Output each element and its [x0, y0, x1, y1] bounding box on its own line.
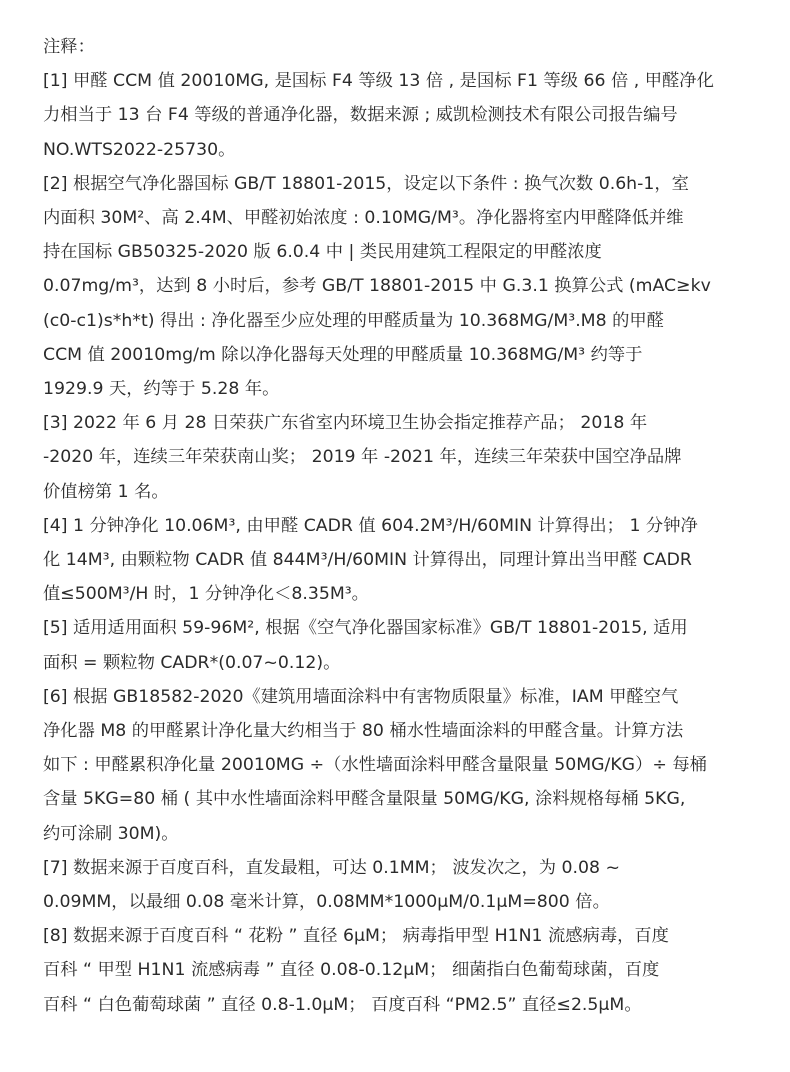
note-line: [1] 甲醛 CCM 值 20010MG, 是国标 F4 等级 13 倍 , 是国标 F1 等级 66 倍 , 甲醛净化: [43, 71, 714, 92]
note-line: 含量 5KG=80 桶 ( 其中水性墙面涂料甲醛含量限量 50MG/KG, 涂料规格每桶 5KG,: [43, 789, 686, 810]
note-line: 百科 “ 白色葡萄球菌 ” 直径 0.8-1.0μM； 百度百科 “PM2.5” 直径≤2.5μM。: [43, 994, 642, 1015]
note-line: [7] 数据来源于百度百科，直发最粗，可达 0.1MM； 波发次之，为 0.08 ~: [43, 857, 620, 878]
note-5: [43, 611, 763, 679]
note-3: [43, 406, 763, 509]
note-line: [5] 适用适用面积 59-96M², 根据《空气净化器国家标准》GB/T 18801-2015, 适用: [43, 618, 688, 639]
note-line: 净化器 M8 的甲醛累计净化量大约相当于 80 桶水性墙面涂料的甲醛含量。计算方法: [43, 721, 684, 742]
note-line: 0.07mg/m³，达到 8 小时后，参考 GB/T 18801-2015 中 G.3.1 换算公式 (mAC≥kv: [43, 276, 711, 297]
note-2: [43, 167, 763, 406]
note-line: 力相当于 13 台 F4 等级的普通净化器，数据来源 ; 威凯检测技术有限公司报告编号: [43, 105, 678, 126]
note-line: (c0-c1)s*h*t) 得出 : 净化器至少应处理的甲醛质量为 10.368MG/M³.M8 的甲醛: [43, 310, 664, 331]
note-line: -2020 年，连续三年荣获南山奖； 2019 年 -2021 年，连续三年荣获中国空净品牌: [43, 447, 682, 468]
note-line: 价值榜第 1 名。: [43, 481, 169, 502]
note-line: 化 14M³, 由颗粒物 CADR 值 844M³/H/60MIN 计算得出，同理计算出当甲醛 CADR: [43, 550, 692, 571]
note-line: [6] 根据 GB18582-2020《建筑用墙面涂料中有害物质限量》标准，IAM 甲醛空气: [43, 686, 679, 707]
note-line: 0.09MM，以最细 0.08 毫米计算，0.08MM*1000μM/0.1μM=800 倍。: [43, 892, 610, 913]
notes-list: [43, 64, 763, 1022]
note-line: [3] 2022 年 6 月 28 日荣获广东省室内环境卫生协会指定推荐产品； 2018 年: [43, 413, 648, 434]
note-line: 如下 : 甲醛累积净化量 20010MG ÷（水性墙面涂料甲醛含量限量 50MG/KG）÷ 每桶: [43, 755, 707, 776]
notes-heading: 注释：: [43, 37, 95, 57]
note-line: CCM 值 20010mg/m 除以净化器每天处理的甲醛质量 10.368MG/M³ 约等于: [43, 344, 643, 365]
note-line: 百科 “ 甲型 H1N1 流感病毒 ” 直径 0.08-0.12μM； 细菌指白色葡萄球菌，百度: [43, 960, 660, 981]
note-line: NO.WTS2022-25730。: [43, 139, 236, 160]
note-line: 持在国标 GB50325-2020 版 6.0.4 中 | 类民用建筑工程限定的甲醛浓度: [43, 242, 602, 263]
footnotes-document: [43, 30, 763, 1022]
note-7: [43, 851, 763, 919]
note-line: [4] 1 分钟净化 10.06M³, 由甲醛 CADR 值 604.2M³/H/60MIN 计算得出； 1 分钟净: [43, 515, 698, 536]
note-8: [43, 919, 763, 1022]
note-6: [43, 680, 763, 851]
note-line: 内面积 30M²、高 2.4M、甲醛初始浓度 : 0.10MG/M³。净化器将室内甲醛降低并维: [43, 208, 684, 229]
note-line: [8] 数据来源于百度百科 “ 花粉 ” 直径 6μM； 病毒指甲型 H1N1 流感病毒，百度: [43, 926, 669, 947]
note-4: [43, 509, 763, 612]
note-line: 值≤500M³/H 时，1 分钟净化＜8.35M³。: [43, 584, 369, 605]
note-line: 面积 = 颗粒物 CADR*(0.07~0.12)。: [43, 652, 341, 673]
note-line: [2] 根据空气净化器国标 GB/T 18801-2015，设定以下条件 : 换气次数 0.6h-1，室: [43, 173, 689, 194]
note-line: 1929.9 天，约等于 5.28 年。: [43, 379, 280, 400]
note-1: [43, 64, 763, 167]
note-line: 约可涂刷 30M)。: [43, 823, 179, 844]
